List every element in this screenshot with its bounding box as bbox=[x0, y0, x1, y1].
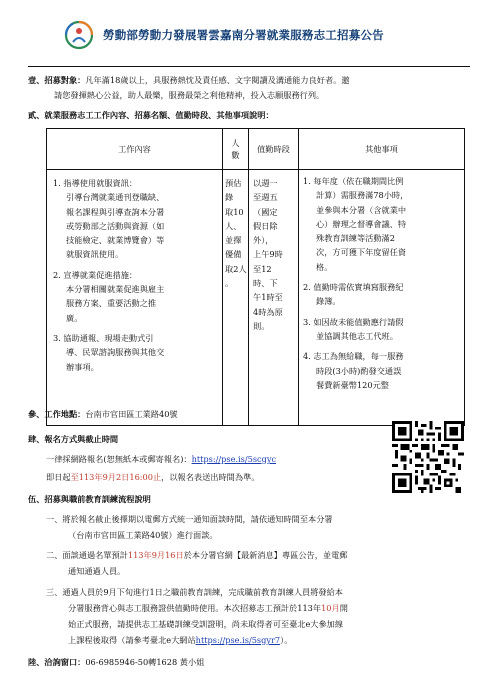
step3-line2-suffix: 開 bbox=[339, 603, 348, 613]
count-line: 優備 bbox=[225, 249, 242, 260]
count-line: 取10 bbox=[225, 206, 244, 217]
time-line: 外）， bbox=[253, 235, 274, 246]
other-line: 時段(3小時)酌發交通誤 bbox=[316, 365, 402, 376]
section1-text-1: 凡年滿18歲以上，具服務熱忱及責任感、文字閱讀及溝通能力良好者。邀 bbox=[85, 75, 350, 85]
content-line: 導、民眾諮詢服務與其他交 bbox=[66, 347, 165, 358]
registration-link[interactable]: https://pse.is/5scgyc bbox=[191, 454, 277, 464]
other-line: 計算）需服務滿78小時， bbox=[316, 190, 409, 201]
qr-code-icon bbox=[392, 421, 464, 493]
content-line: 1. 指導使用就服資訊： bbox=[53, 178, 138, 188]
section5-heading: 伍、招募與職前教育訓練流程說明 bbox=[28, 494, 151, 504]
registration-text: 一律採網路報名(恕無紙本或郵寄報名)： bbox=[46, 454, 192, 464]
count-line: 取2人 bbox=[225, 263, 247, 274]
header-other: 其他事項 bbox=[299, 129, 465, 170]
step3-line2-text: 分署服務背心與志工服務證供值勤時使用。本次招募志工預計於113年 bbox=[68, 603, 322, 613]
time-line: 午1時至 bbox=[253, 292, 283, 303]
header-time: 值勤時段 bbox=[249, 129, 299, 170]
header-count bbox=[223, 129, 249, 170]
time-line: （國定 bbox=[253, 206, 278, 217]
content-line: 引導台灣就業通刊登職缺、 bbox=[66, 192, 165, 203]
section1-text-2: 請您發揮熱心公益，助人最樂，服務最榮之利他精神，投入志願服務行列。 bbox=[54, 90, 325, 100]
content-line: 或勞動部之活動與資源（如 bbox=[66, 220, 165, 231]
other-line: 格。 bbox=[316, 261, 333, 272]
other-line: 餐費新臺幣120元整 bbox=[316, 379, 389, 390]
step3-line3: 始正式服務，請提供志工基礎訓練受訓證明，尚未取得者可至臺北e大參加線 bbox=[68, 619, 344, 629]
deadline-date: 至113年9月2日16:00止 bbox=[70, 472, 162, 482]
time-line: 上午9時 bbox=[253, 249, 283, 260]
other-line: 心）辦理之督導會議、特 bbox=[316, 218, 407, 229]
count-line: 並擇 bbox=[225, 235, 242, 246]
step3-line4-suffix: ）。 bbox=[280, 635, 293, 645]
section1-line1 bbox=[28, 73, 350, 87]
taipei-e-university-link[interactable]: https://pse.is/5sgyr7 bbox=[195, 635, 281, 645]
step3-line1: 三、通過人員於9月下旬進行1日之職前教育訓練，完成職前教育訓練人員將發給本 bbox=[46, 587, 343, 597]
time-line: 以週一 bbox=[253, 178, 278, 188]
other-line: 並參與本分署（含就業中 bbox=[316, 204, 407, 215]
count-line: 人、 bbox=[225, 220, 242, 231]
content-line: 3. 協助通報、現場走動式引 bbox=[53, 332, 154, 343]
step2-prefix: 二、面談通過名單預計 bbox=[46, 550, 128, 560]
content-line: 辦事項。 bbox=[66, 361, 99, 372]
deadline-line bbox=[46, 470, 259, 484]
service-start-month: 10月 bbox=[321, 603, 340, 613]
content-line: 就服資訊使用。 bbox=[66, 249, 124, 260]
time-line: 則。 bbox=[253, 320, 270, 331]
time-line: 至週五 bbox=[253, 192, 278, 203]
time-cell bbox=[249, 170, 299, 426]
content-line: 技能檢定、就業博覽會）等 bbox=[66, 235, 165, 246]
time-line: 時、下 bbox=[253, 278, 278, 289]
section3 bbox=[28, 407, 178, 421]
other-line: 2. 值勤時需依實填寫服務紀 bbox=[303, 282, 404, 293]
work-location: 台南市官田區工業路40號 bbox=[85, 409, 178, 419]
registration-line bbox=[46, 452, 276, 466]
other-line: 並協調其他志工代班。 bbox=[316, 330, 398, 341]
page-title: 勞動部勞動力發展署雲嘉南分署就業服務志工招募公告 bbox=[103, 28, 384, 42]
other-line: 1. 每年度（依在職期間比例 bbox=[303, 176, 404, 186]
step3-line4 bbox=[68, 633, 292, 647]
section2-heading: 貳、就業服務志工工作內容、招募名額、值勤時段、其他事項說明： bbox=[28, 110, 274, 120]
header-count-line2: 數 bbox=[231, 150, 240, 160]
time-line: 至12 bbox=[253, 263, 272, 274]
agency-logo-icon bbox=[64, 20, 94, 50]
content-line: 服務方案、重要活動之推 bbox=[66, 298, 157, 309]
other-line: 殊教育訓練等活動滿2 bbox=[316, 233, 395, 244]
count-cell bbox=[223, 170, 249, 426]
section1-heading: 壹、招募對象： bbox=[28, 75, 86, 85]
step2-line1 bbox=[46, 548, 347, 562]
time-line: 假日除 bbox=[253, 220, 278, 231]
other-cell bbox=[299, 170, 465, 426]
step1-line2: （台南市官田區工業路40號）進行面談。 bbox=[68, 530, 218, 540]
other-line: 次，方可獲下年度留任資 bbox=[316, 247, 407, 258]
count-line: 。 bbox=[225, 278, 234, 289]
content-cell bbox=[47, 170, 223, 426]
deadline-suffix: ，以報名表送出時間為準。 bbox=[161, 472, 260, 482]
other-line: 3. 如因故未能值勤應行請假 bbox=[303, 316, 404, 327]
content-line: 報名課程與引導查詢本分署 bbox=[66, 206, 165, 217]
header bbox=[0, 0, 495, 70]
count-line: 預估錄 bbox=[225, 178, 242, 203]
section6 bbox=[28, 655, 204, 669]
recruitment-table bbox=[46, 128, 465, 426]
other-line: 錄簿。 bbox=[316, 296, 341, 307]
other-line: 4. 志工為無給職，每一服務 bbox=[303, 351, 404, 362]
contact-info: 06-6985946-50轉1628 黃小姐 bbox=[85, 657, 205, 667]
content-line: 2. 宣導就業促進措施： bbox=[53, 269, 138, 280]
header-divider bbox=[28, 66, 470, 67]
step1-line1: 一、將於報名截止後擇期以電郵方式統一通知面談時間，請依通知時間至本分署 bbox=[46, 514, 333, 524]
header-count-line1: 人 bbox=[231, 138, 240, 148]
section6-heading: 陸、洽詢窗口： bbox=[28, 657, 86, 667]
content-line: 本分署相關就業促進與雇主 bbox=[66, 284, 165, 295]
time-line: 4時為原 bbox=[253, 306, 283, 317]
step2-suffix: 於本分署官網【最新消息】專區公告，並電郵 bbox=[183, 550, 348, 560]
step3-line4-prefix: 上課程後取得（請參考臺北e大網站 bbox=[68, 635, 196, 645]
section3-heading: 參、工作地點： bbox=[28, 409, 86, 419]
announce-date: 113年9月16日 bbox=[127, 550, 184, 560]
deadline-prefix: 即日起 bbox=[46, 472, 71, 482]
content-line: 廣。 bbox=[66, 312, 83, 323]
step2-line2: 通知通過人員。 bbox=[68, 566, 126, 576]
step3-line2 bbox=[68, 601, 348, 615]
header-content: 工作內容 bbox=[47, 129, 223, 170]
section4-heading: 肆、報名方式與截止時間 bbox=[28, 434, 119, 444]
